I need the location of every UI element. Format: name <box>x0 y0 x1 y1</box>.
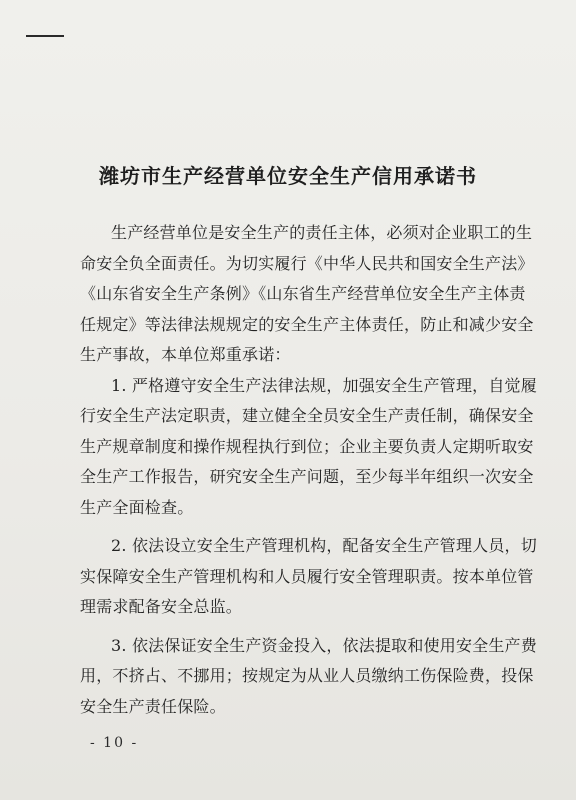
paragraph-intro <box>80 218 534 371</box>
text-line: 生产事故，本单位郑重承诺： <box>80 345 291 364</box>
text-line: 任规定》等法律法规规定的安全生产主体责任，防止和减少安全 <box>80 314 534 334</box>
paragraph-item-3 <box>80 631 537 723</box>
text-line: 《山东省安全生产条例》《山东省生产经营单位安全生产主体责 <box>80 284 526 303</box>
text-line: 用，不挤占、不挪用；按规定为从业人员缴纳工伤保险费，投保 <box>80 666 534 685</box>
text-line: 2. 依法设立安全生产管理机构，配备安全生产管理人员，切 <box>111 536 537 555</box>
text-line: 1. 严格遵守安全生产法律法规，加强安全生产管理，自觉履 <box>111 375 537 395</box>
text-line: 生产规章制度和操作规程执行到位；企业主要负责人定期听取安 <box>80 436 534 456</box>
text-line: 行安全生产法定职责，建立健全全员安全生产责任制，确保安全 <box>80 406 534 425</box>
text-line: 理需求配备安全总监。 <box>80 597 243 616</box>
text-line: 3. 依法保证安全生产资金投入，依法提取和使用安全生产费 <box>111 635 537 655</box>
corner-dash-mark <box>26 35 64 37</box>
text-line: 生产经营单位是安全生产的责任主体，必须对企业职工的生 <box>111 223 533 242</box>
text-line: 命安全负全面责任。为切实履行《中华人民共和国安全生产法》 <box>80 253 534 273</box>
paragraph-item-1 <box>80 371 537 524</box>
document-body <box>80 218 537 722</box>
text-line: 全生产工作报告，研究安全生产问题，至少每半年组织一次安全 <box>80 467 534 486</box>
text-line: 实保障安全生产管理机构和人员履行安全管理职责。按本单位管 <box>80 566 534 586</box>
document-title: 潍坊市生产经营单位安全生产信用承诺书 <box>99 164 477 188</box>
paragraph-item-2 <box>80 531 537 623</box>
text-line: 生产全面检查。 <box>80 497 194 517</box>
page-number: - 10 - <box>90 735 139 751</box>
text-line: 安全生产责任保险。 <box>80 696 226 716</box>
